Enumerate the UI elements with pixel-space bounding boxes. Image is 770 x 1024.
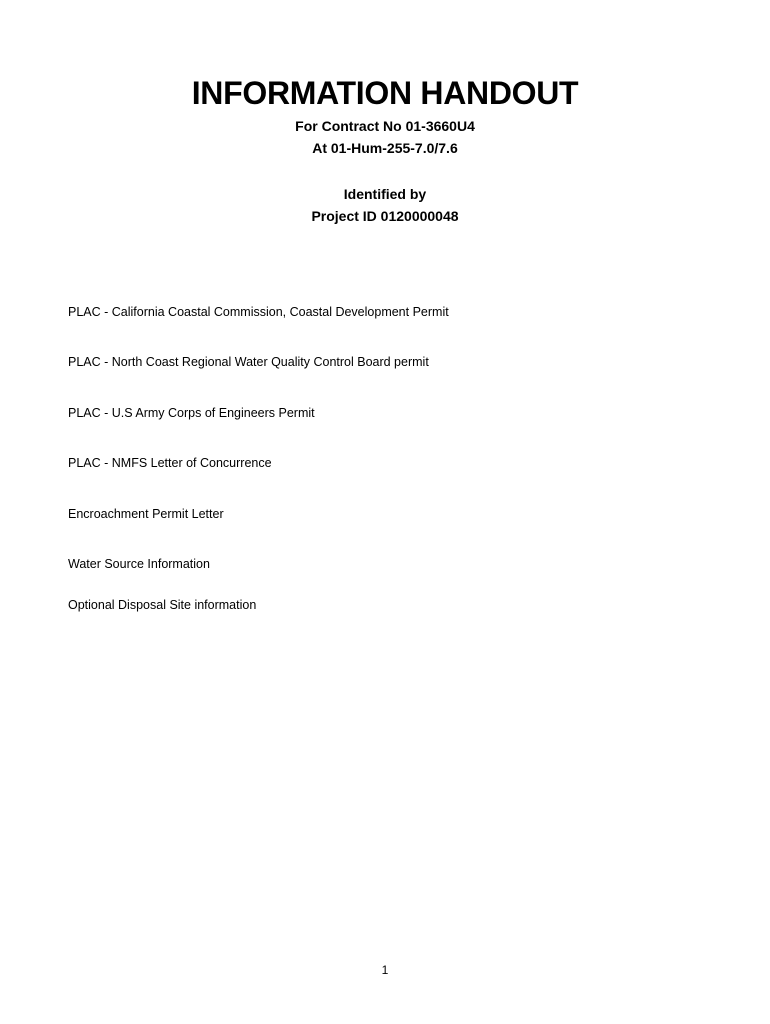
identified-by-label: Identified by: [343, 186, 427, 202]
project-id: Project ID 0120000048: [311, 208, 459, 224]
list-item-disposal-site: Optional Disposal Site information: [68, 598, 257, 612]
list-item-coastal-permit: PLAC - California Coastal Commission, Coastal Development Permit: [68, 305, 449, 319]
contract-number: For Contract No 01-3660U4: [295, 118, 475, 134]
list-item-water-source: Water Source Information: [68, 557, 210, 571]
list-item-encroachment-permit: Encroachment Permit Letter: [68, 507, 224, 521]
contract-location: At 01-Hum-255-7.0/7.6: [312, 140, 458, 156]
page-title: INFORMATION HANDOUT: [191, 75, 579, 111]
page-number: 1: [381, 963, 389, 977]
list-item-army-corps-permit: PLAC - U.S Army Corps of Engineers Permit: [68, 406, 315, 420]
list-item-water-quality-permit: PLAC - North Coast Regional Water Quality Control Board permit: [68, 355, 429, 369]
list-item-nmfs-letter: PLAC - NMFS Letter of Concurrence: [68, 456, 272, 470]
